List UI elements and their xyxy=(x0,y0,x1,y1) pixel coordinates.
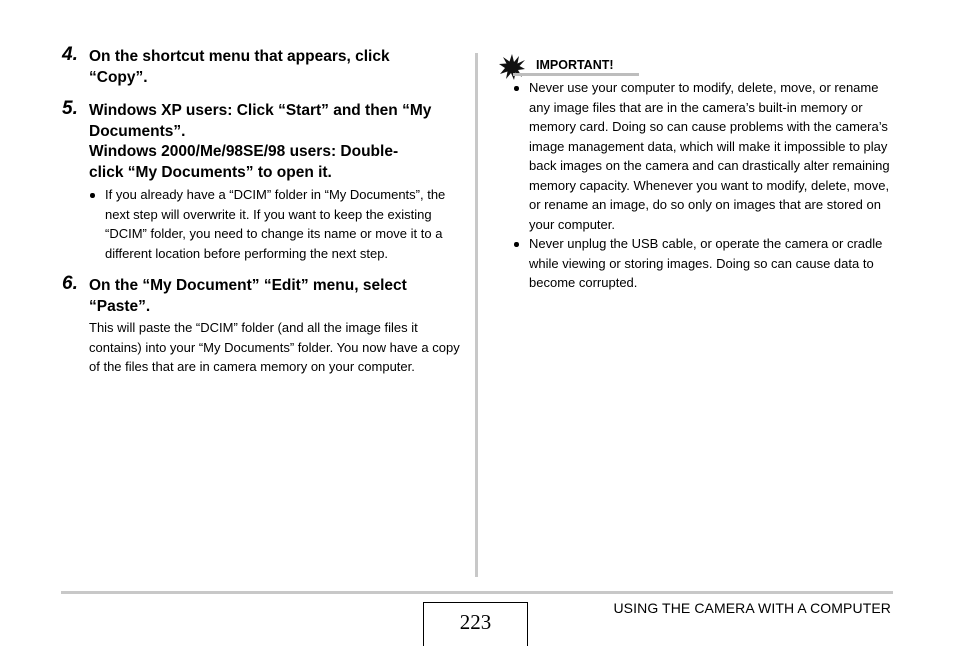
step-number: 5. xyxy=(62,98,78,119)
step-title xyxy=(89,47,462,88)
step-title-line: “Paste”. xyxy=(89,297,151,315)
important-column xyxy=(499,52,891,293)
step-title xyxy=(89,101,462,183)
step-number: 4. xyxy=(62,44,78,65)
step-title-line: Windows XP users: Click “Start” and then “My xyxy=(89,102,432,119)
step-title xyxy=(89,276,462,317)
step-title-line: click “My Documents” to open it. xyxy=(89,163,332,181)
step-title-line: On the “My Document” “Edit” menu, select xyxy=(89,277,407,294)
section-title: USING THE CAMERA WITH A COMPUTER xyxy=(613,600,891,616)
step-5 xyxy=(62,98,462,263)
list-item: Never use your computer to modify, delete, move, or rename any image files that are in the camera’s built-in memory or memory card. Doing so can cause problems with the camera’s image management data, which will make it impossible to play back images on the camera and can drastically alter remaining memory capacity. Whenever you want to modify, delete, move, or rename an image, do so only on images that are stored on your computer. xyxy=(513,78,891,234)
step-6 xyxy=(62,273,462,377)
footer-divider xyxy=(61,591,893,594)
step-title-line: Windows 2000/Me/98SE/98 users: Double- xyxy=(89,143,399,160)
burst-icon xyxy=(499,54,525,80)
instructions-column xyxy=(62,44,462,377)
step-notes xyxy=(89,185,462,263)
list-item: Never unplug the USB cable, or operate the camera or cradle while viewing or storing images. Doing so can cause data to become corrupted. xyxy=(513,234,891,293)
page-number: 223 xyxy=(423,602,528,646)
step-title-line: On the shortcut menu that appears, click xyxy=(89,48,390,65)
step-title-line: “Copy”. xyxy=(89,68,148,86)
important-underline xyxy=(513,73,639,76)
important-header xyxy=(499,52,891,78)
step-number: 6. xyxy=(62,273,78,294)
list-item: If you already have a “DCIM” folder in “My Documents”, the next step will overwrite it. If you want to keep the existing “DCIM” folder, you need to change its name or move it to a different location before performing the next step. xyxy=(89,185,462,263)
step-body: This will paste the “DCIM” folder (and all the image files it contains) into your “My Documents” folder. You now have a copy of the files that are in camera memory on your computer. xyxy=(89,320,460,374)
step-4 xyxy=(62,44,462,88)
important-list xyxy=(499,78,891,293)
important-label: IMPORTANT! xyxy=(536,58,614,72)
step-title-line: Documents”. xyxy=(89,122,186,140)
column-divider xyxy=(475,53,478,577)
